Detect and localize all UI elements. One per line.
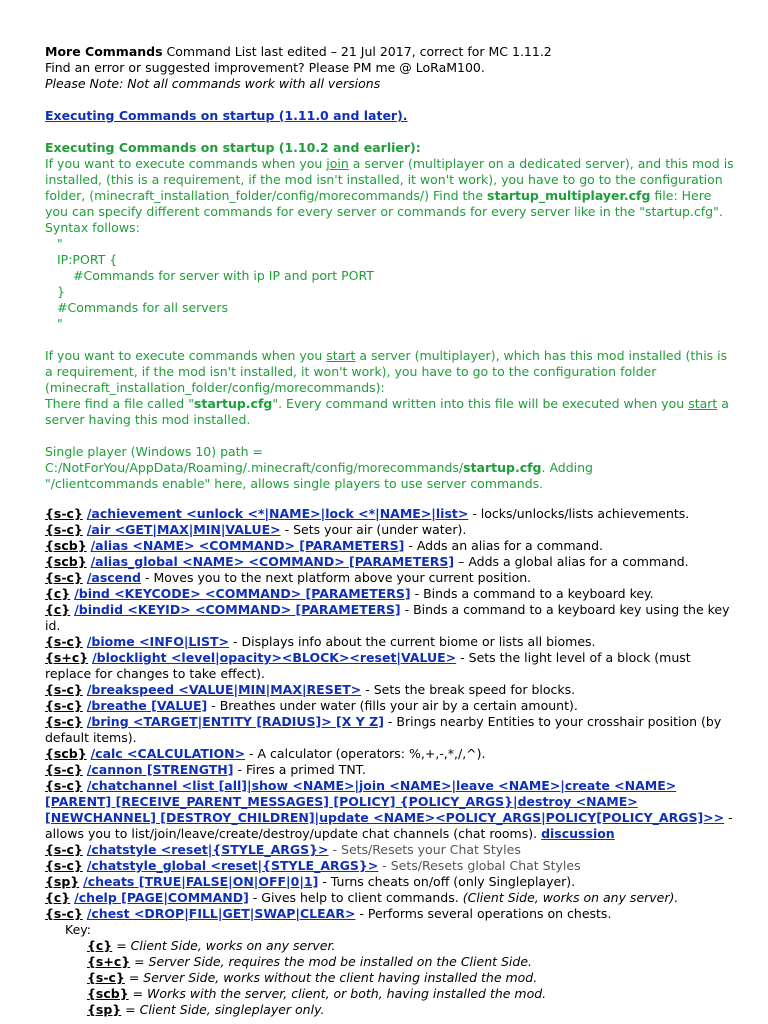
command-link[interactable]: /blocklight <level|opacity><BLOCK><reset|VALUE>: [92, 650, 457, 665]
key-description: = Server Side, works without the client having installed the mod.: [124, 970, 538, 985]
code-line: #Commands for server with ip IP and port PORT: [73, 268, 374, 283]
side-tag: {c}: [45, 586, 71, 601]
side-tag: {s-c}: [45, 682, 83, 697]
side-tag: {s-c}: [45, 762, 83, 777]
command-entry: [45, 634, 735, 650]
side-tag: {s-c}: [45, 858, 83, 873]
side-tag: {s-c}: [45, 634, 83, 649]
command-entry: [45, 650, 735, 682]
path-label: Single player (Windows 10) path =: [45, 444, 263, 459]
command-description: - Moves you to the next platform above your current position.: [141, 570, 532, 585]
code-quote: ": [57, 236, 63, 251]
section-startup-old: [45, 140, 748, 492]
code-line: #Commands for all servers: [57, 300, 229, 315]
path-note: "/clientcommands enable" here, allows single players to use server commands.: [45, 476, 544, 491]
side-tag: {s-c}: [45, 906, 83, 921]
side-tag: {scb}: [45, 538, 87, 553]
command-entry: [45, 762, 735, 778]
command-entry: [45, 746, 735, 762]
key-tag: {sp}: [87, 1002, 122, 1017]
command-link[interactable]: /breathe [VALUE]: [86, 698, 208, 713]
command-entry: [45, 874, 735, 890]
command-description: - Displays info about the current biome or lists all biomes.: [229, 634, 596, 649]
paragraph-startup-file: There find a file called "startup.cfg". Every command written into this file will be executed when you start a server having this mod installed.: [45, 396, 729, 427]
key-tag: {s+c}: [87, 954, 131, 969]
command-link[interactable]: /breakspeed <VALUE|MIN|MAX|RESET>: [86, 682, 362, 697]
header-note: Please Note: Not all commands work with all versions: [45, 76, 381, 91]
command-description: - allows you to list/join/leave/create/destroy/update chat channels (chat rooms).: [45, 810, 733, 841]
key-description: = Client Side, singleplayer only.: [121, 1002, 325, 1017]
side-tag: {s-c}: [45, 842, 83, 857]
command-description: - Turns cheats on/off (only Singleplayer).: [318, 874, 576, 889]
key-list: [45, 938, 748, 1018]
command-entry: [45, 906, 735, 922]
command-entry: [45, 714, 735, 746]
side-tag: {s-c}: [45, 522, 83, 537]
key-description: = Server Side, requires the mod be installed on the Client Side.: [130, 954, 532, 969]
command-description: - Sets/Resets your Chat Styles: [328, 842, 521, 857]
side-tag: {s-c}: [45, 714, 83, 729]
command-entry: [45, 522, 735, 538]
command-entry: [45, 506, 735, 522]
command-link[interactable]: /alias_global <NAME> <COMMAND> [PARAMETERS]: [90, 554, 455, 569]
command-entry: [45, 554, 735, 570]
command-entry: [45, 842, 735, 858]
command-entry: [45, 890, 735, 906]
key-item: [45, 1002, 748, 1018]
command-link[interactable]: /chest <DROP|FILL|GET|SWAP|CLEAR>: [86, 906, 356, 921]
command-link[interactable]: /cannon [STRENGTH]: [86, 762, 234, 777]
command-description: - Brings nearby Entities to your crosshair position (by default items).: [45, 714, 722, 745]
code-line: }: [57, 284, 65, 299]
command-description: - locks/unlocks/lists achievements.: [468, 506, 690, 521]
key-tag: {scb}: [87, 986, 129, 1001]
command-link[interactable]: /air <GET|MAX|MIN|VALUE>: [86, 522, 281, 537]
side-tag: {c}: [45, 602, 71, 617]
command-entry: [45, 570, 735, 586]
key-description: = Client Side, works on any server.: [112, 938, 336, 953]
header-edited: Command List last edited – 21 Jul 2017, correct for MC 1.11.2: [162, 44, 552, 59]
key-item: [45, 954, 748, 970]
key-item: [45, 938, 748, 954]
key-description: = Works with the server, client, or both, having installed the mod.: [128, 986, 547, 1001]
path-value: C:/NotForYou/AppData/Roaming/.minecraft/config/morecommands/startup.cfg. Adding: [45, 460, 593, 475]
command-description: - Breathes under water (fills your air by a certain amount).: [207, 698, 578, 713]
command-description: - Sets the break speed for blocks.: [361, 682, 576, 697]
command-description: - Sets your air (under water).: [280, 522, 467, 537]
paragraph-join: If you want to execute commands when you join a server (multiplayer on a dedicated server), and this mod is installed, (this is a requirement, if the mod isn't installed, it won't work), you have to go to the configuration folder, (minecraft_installation_folder/config/morecommands/) Find the startup_multiplayer.cfg file: Here you can specify different commands for every server or commands for every server like in the "startup.cfg". Syntax follows:: [45, 156, 734, 235]
side-tag: {scb}: [45, 746, 87, 761]
start-link[interactable]: start: [326, 348, 356, 363]
command-link[interactable]: /chatstyle_global <reset|{STYLE_ARGS}>: [86, 858, 379, 873]
command-entry: [45, 858, 735, 874]
command-link[interactable]: /calc <CALCULATION>: [90, 746, 246, 761]
command-entry: [45, 698, 735, 714]
side-tag: {s+c}: [45, 650, 89, 665]
side-tag: {c}: [45, 890, 71, 905]
command-link[interactable]: /chatchannel <list [all]|show <NAME>|join <NAME>|leave <NAME>|create <NAME> [PARENT] [RECEIVE_PARENT_MESSAGES] [POLICY] {POLICY_ARGS}|destroy <NAME> [NEWCHANNEL] [DESTROY_CHILDREN]|update <NAME><POLICY_ARGS|POLICY[POLICY_ARGS]>>: [45, 778, 725, 825]
command-list: [45, 506, 748, 922]
command-description: - Sets/Resets global Chat Styles: [378, 858, 581, 873]
side-tag: {sp}: [45, 874, 80, 889]
section-heading: Executing Commands on startup (1.10.2 and earlier):: [45, 140, 421, 155]
command-description: - Sets the light level of a block (must replace for changes to take effect).: [45, 650, 691, 681]
side-tag: {s-c}: [45, 778, 83, 793]
discussion-link[interactable]: discussion: [541, 826, 615, 841]
command-description: - Binds a command to a keyboard key.: [410, 586, 654, 601]
key-item: [45, 986, 748, 1002]
command-link[interactable]: /bring <TARGET|ENTITY [RADIUS]> [X Y Z]: [86, 714, 384, 729]
command-entry: [45, 538, 735, 554]
command-entry: [45, 586, 735, 602]
side-tag: {s-c}: [45, 506, 83, 521]
command-entry: [45, 602, 735, 634]
command-description: - A calculator (operators: %,+,-,*,/,^).: [245, 746, 486, 761]
key-tag: {c}: [87, 938, 113, 953]
command-note: (Client Side, works on any server).: [462, 890, 679, 905]
command-link[interactable]: /bindid <KEYID> <COMMAND> [PARAMETERS]: [74, 602, 401, 617]
command-description: - Fires a primed TNT.: [233, 762, 366, 777]
command-link[interactable]: /chelp [PAGE|COMMAND]: [74, 890, 249, 905]
key-tag: {s-c}: [87, 970, 125, 985]
command-description: - Gives help to client commands.: [248, 890, 463, 905]
header-line-2: Find an error or suggested improvement? Please PM me @ LoRaM100.: [45, 60, 485, 75]
code-line: IP:PORT {: [57, 252, 118, 267]
command-link[interactable]: /chatstyle <reset|{STYLE_ARGS}>: [86, 842, 329, 857]
command-description: - Binds a command to a keyboard key using the key id.: [45, 602, 730, 633]
command-link[interactable]: /bind <KEYCODE> <COMMAND> [PARAMETERS]: [74, 586, 411, 601]
start-link-2[interactable]: start: [688, 396, 718, 411]
command-entry: [45, 778, 735, 842]
code-quote: ": [57, 316, 63, 331]
header-line-1: [45, 44, 748, 60]
paragraph-start: If you want to execute commands when you start a server (multiplayer), which has this mod installed (this is a requirement, if the mod isn't installed, it won't work), you have to go to the configuration folder (minecraft_installation_folder/config/morecommands):: [45, 348, 728, 395]
command-description: - Performs several operations on chests.: [355, 906, 612, 921]
side-tag: {scb}: [45, 554, 87, 569]
key-item: [45, 970, 748, 986]
command-entry: [45, 682, 735, 698]
command-link[interactable]: /biome <INFO|LIST>: [86, 634, 230, 649]
side-tag: {s-c}: [45, 570, 83, 585]
join-link[interactable]: join: [326, 156, 349, 171]
command-description: - Adds an alias for a command.: [404, 538, 603, 553]
command-description: – Adds a global alias for a command.: [454, 554, 689, 569]
side-tag: {s-c}: [45, 698, 83, 713]
header-title: More Commands: [45, 44, 163, 59]
command-link[interactable]: /ascend: [86, 570, 142, 585]
command-link[interactable]: /cheats [TRUE|FALSE|ON|OFF|0|1]: [83, 874, 319, 889]
command-link[interactable]: /alias <NAME> <COMMAND> [PARAMETERS]: [90, 538, 405, 553]
key-label: Key:: [65, 922, 91, 937]
command-link[interactable]: /achievement <unlock <*|NAME>|lock <*|NAME>|list>: [86, 506, 469, 521]
link-startup-new[interactable]: Executing Commands on startup (1.11.0 and later).: [45, 108, 408, 123]
